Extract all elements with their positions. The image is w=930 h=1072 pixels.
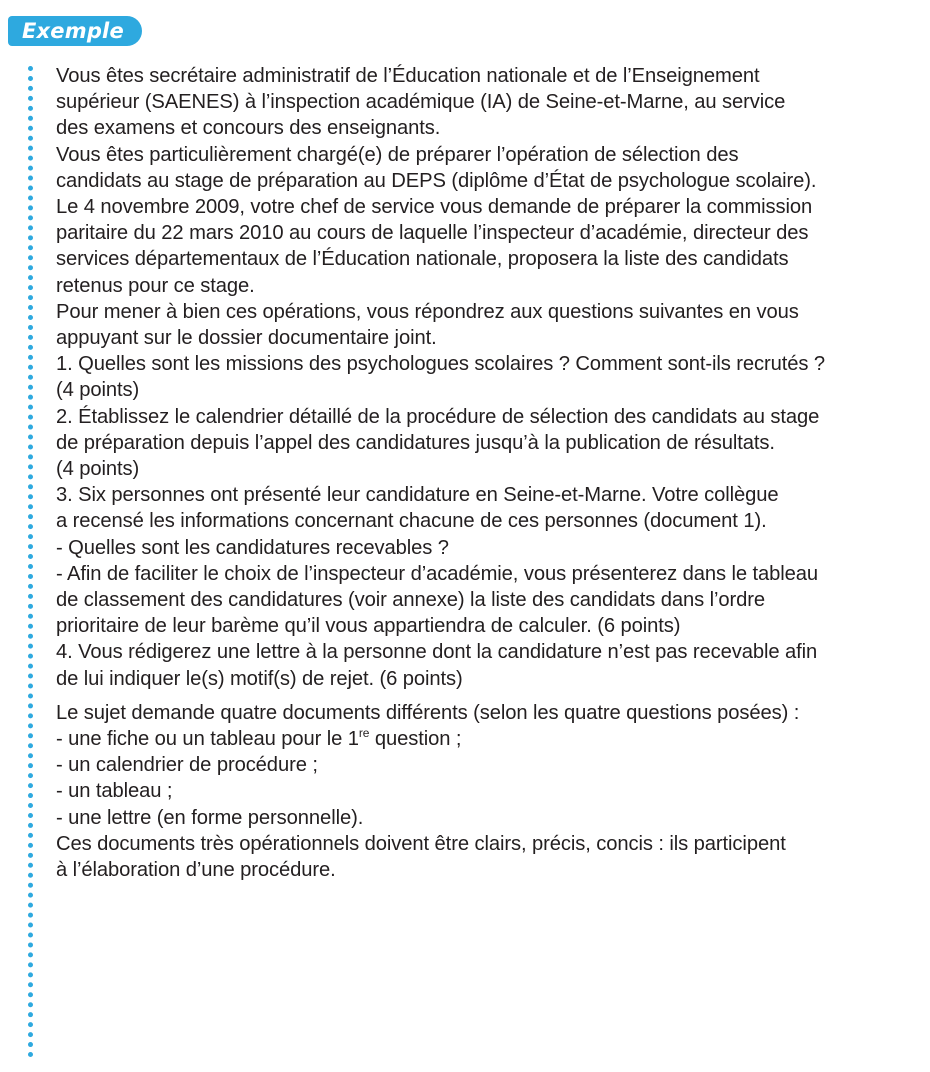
commentary-line: - un tableau ; bbox=[56, 780, 173, 803]
exemple-badge: Exemple bbox=[8, 16, 142, 46]
text-line: (4 points) bbox=[56, 458, 140, 481]
text-line: - Afin de faciliter le choix de l’inspecteur d’académie, vous présenterez dans le tableau bbox=[56, 562, 819, 585]
question-3: 3. Six personnes ont présenté leur candidature en Seine-et-Marne. Votre collègue bbox=[56, 484, 779, 507]
text-line: de lui indiquer le(s) motif(s) de rejet. (6 points) bbox=[56, 667, 463, 690]
commentary-line: - une lettre (en forme personnelle). bbox=[56, 806, 364, 829]
commentary-line: Le sujet demande quatre documents différents (selon les quatre questions posées) : bbox=[56, 701, 800, 724]
question-4: 4. Vous rédigerez une lettre à la personne dont la candidature n’est pas recevable afin bbox=[56, 641, 818, 664]
commentary-line: Ces documents très opérationnels doivent être clairs, précis, concis : ils participent bbox=[56, 832, 786, 855]
commentary-text: question ; bbox=[369, 728, 462, 751]
text-line: Le 4 novembre 2009, votre chef de service vous demande de préparer la commission bbox=[56, 196, 813, 219]
text-line: services départementaux de l’Éducation nationale, proposera la liste des candidats bbox=[56, 248, 789, 271]
text-line: (4 points) bbox=[56, 379, 140, 402]
commentary-line: à l’élaboration d’une procédure. bbox=[56, 859, 336, 882]
commentary-line: - un calendrier de procédure ; bbox=[56, 754, 318, 777]
text-line: a recensé les informations concernant chacune de ces personnes (document 1). bbox=[56, 510, 767, 533]
dotted-margin-rule bbox=[28, 66, 33, 1058]
text-line: retenus pour ce stage. bbox=[56, 274, 255, 297]
text-line: candidats au stage de préparation au DEPS (diplôme d’État de psychologue scolaire). bbox=[56, 169, 817, 192]
text-line: de classement des candidatures (voir annexe) la liste des candidats dans l’ordre bbox=[56, 589, 766, 612]
exercise-text bbox=[56, 63, 924, 883]
text-line: Vous êtes particulièrement chargé(e) de préparer l’opération de sélection des bbox=[56, 143, 739, 166]
text-line: des examens et concours des enseignants. bbox=[56, 117, 441, 140]
commentary-line bbox=[56, 726, 924, 752]
question-1: 1. Quelles sont les missions des psychologues scolaires ? Comment sont-ils recrutés ? bbox=[56, 353, 826, 376]
text-line: prioritaire de leur barème qu’il vous appartiendra de calculer. (6 points) bbox=[56, 615, 681, 638]
text-line: Vous êtes secrétaire administratif de l’Éducation nationale et de l’Enseignement bbox=[56, 65, 760, 87]
superscript: re bbox=[358, 726, 370, 741]
question-2: 2. Établissez le calendrier détaillé de la procédure de sélection des candidats au stage bbox=[56, 405, 820, 428]
text-line: de préparation depuis l’appel des candidatures jusqu’à la publication de résultats. bbox=[56, 431, 775, 454]
text-line: appuyant sur le dossier documentaire joint. bbox=[56, 327, 437, 350]
text-line: supérieur (SAENES) à l’inspection académique (IA) de Seine-et-Marne, au service bbox=[56, 91, 786, 114]
text-line: paritaire du 22 mars 2010 au cours de laquelle l’inspecteur d’académie, directeur des bbox=[56, 222, 809, 245]
text-line: - Quelles sont les candidatures recevables ? bbox=[56, 536, 449, 559]
text-line: Pour mener à bien ces opérations, vous répondrez aux questions suivantes en vous bbox=[56, 300, 799, 323]
commentary-text: - une fiche ou un tableau pour le 1 bbox=[56, 728, 359, 751]
